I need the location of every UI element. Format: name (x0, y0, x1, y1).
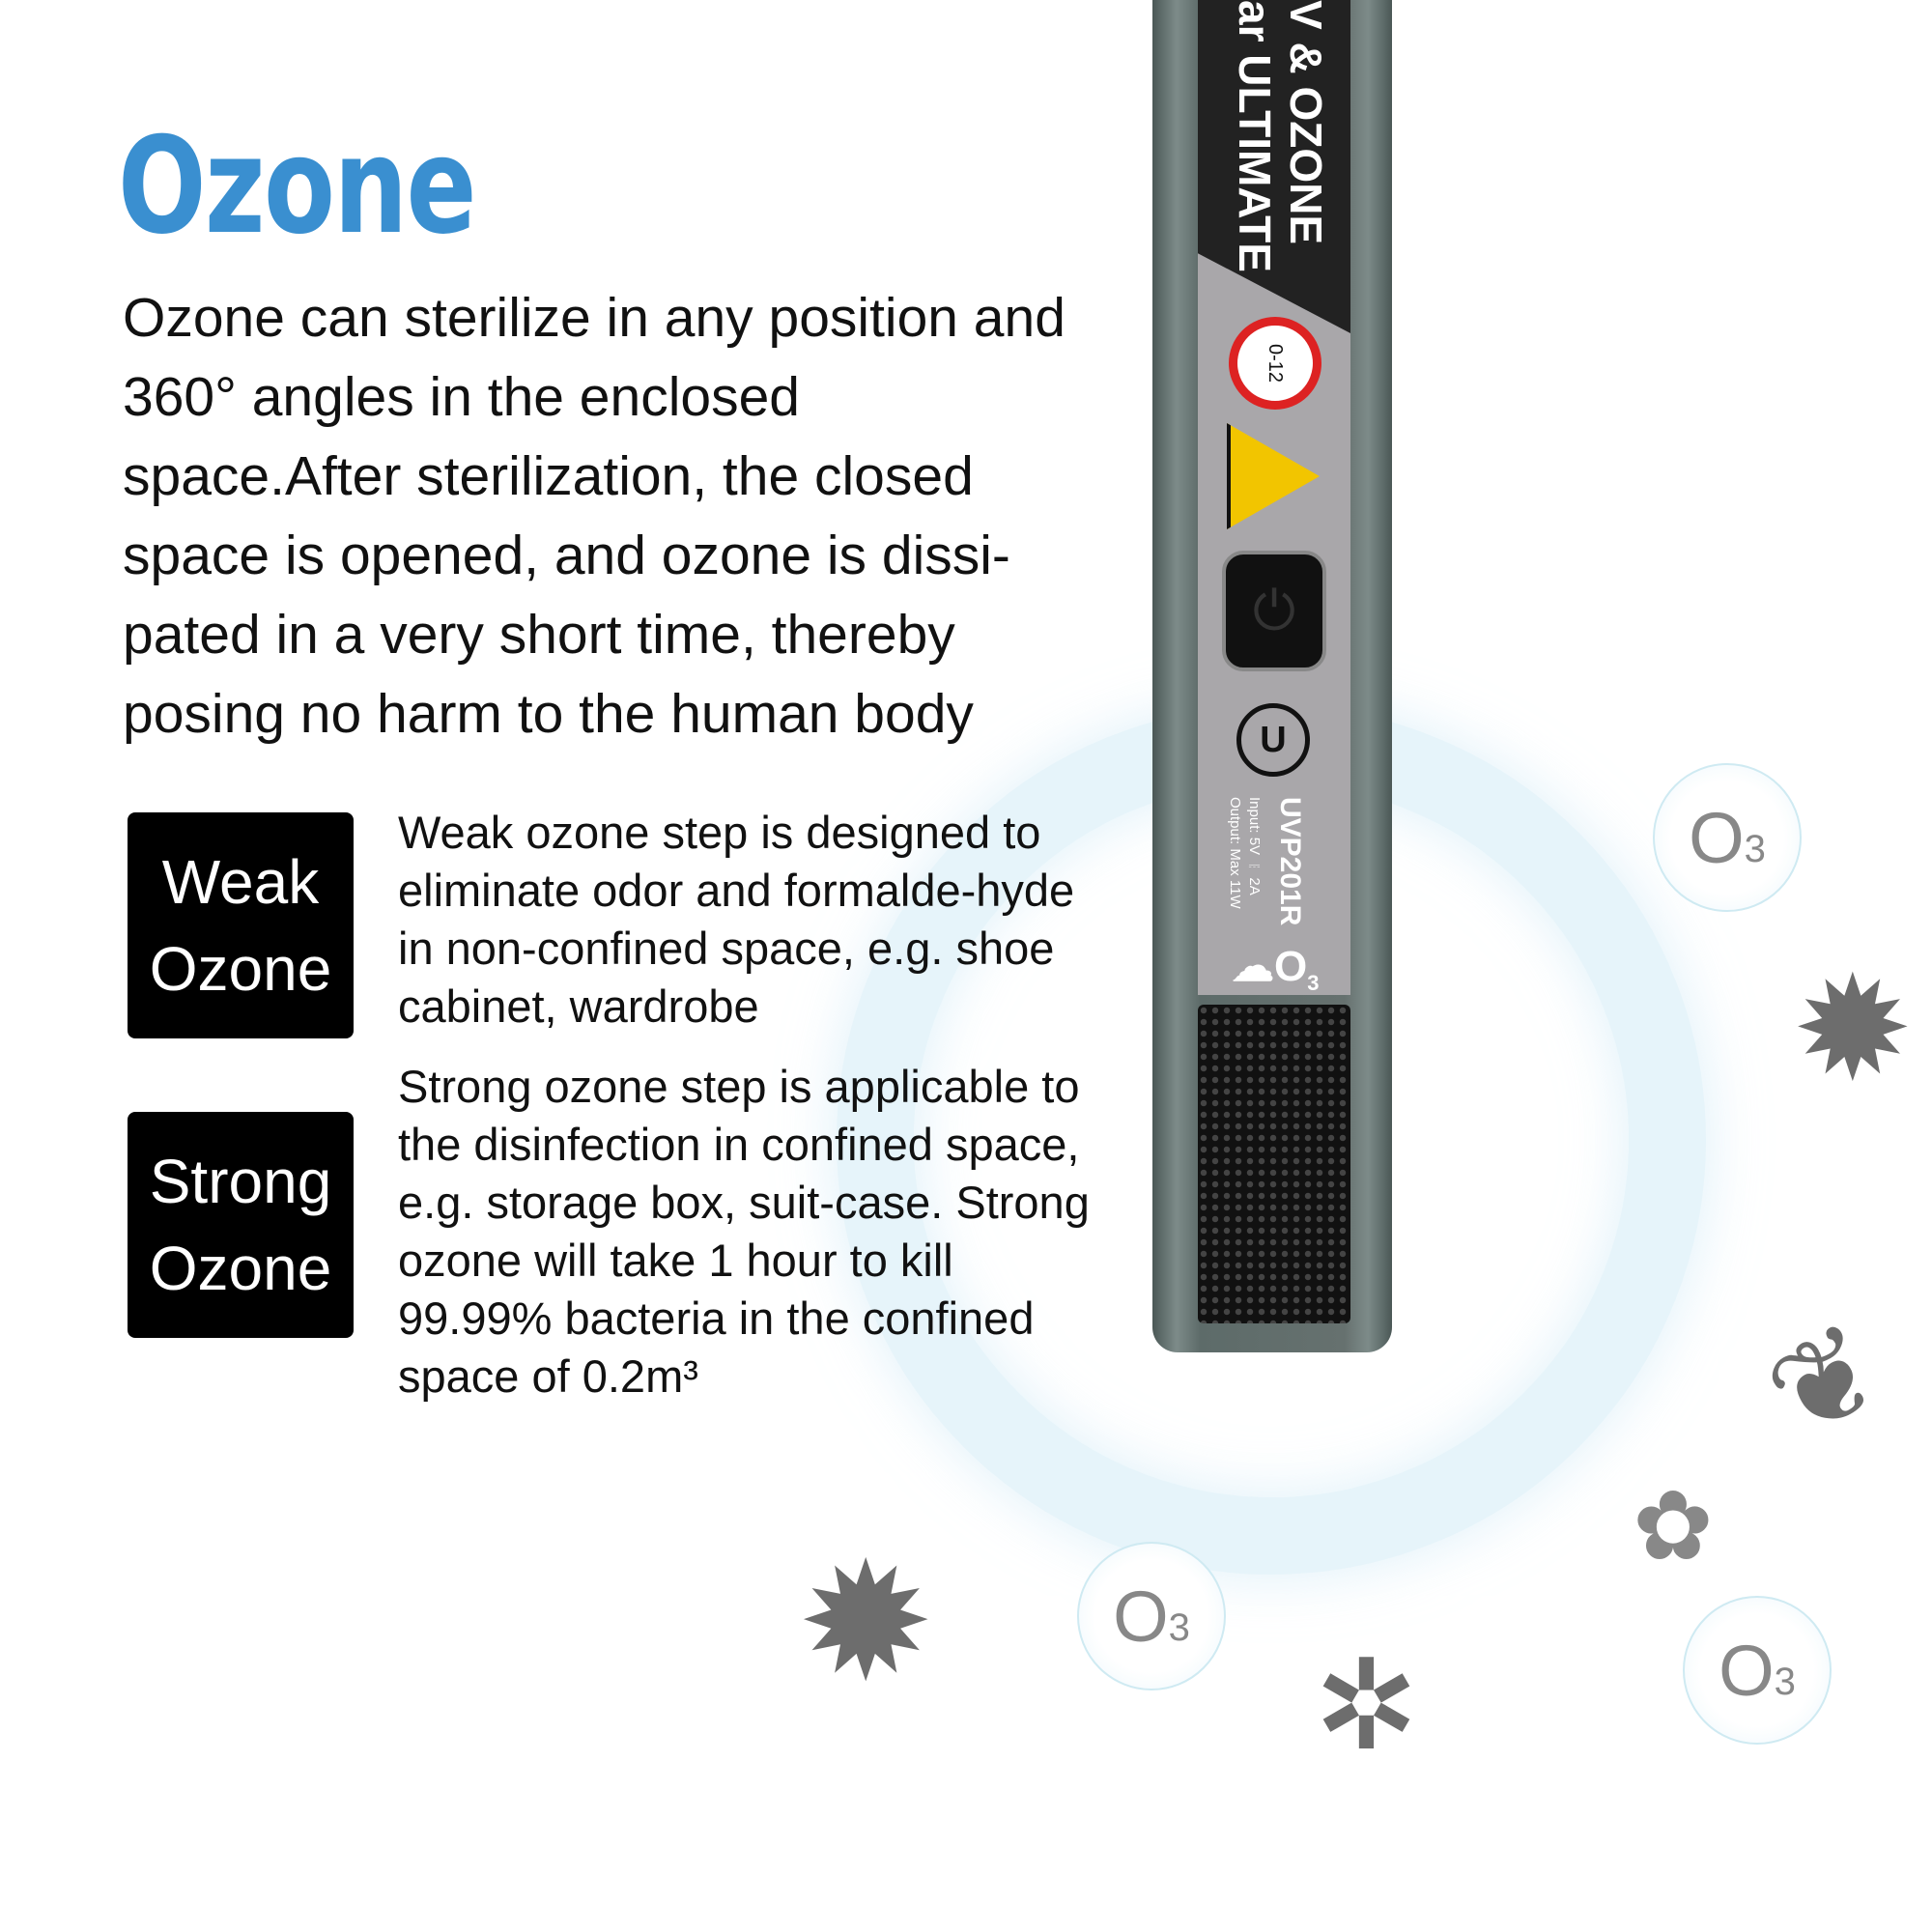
strong-ozone-description: Strong ozone step is applicable to the disinfection in confined space, e.g. storage box, suit-case. Strong ozone will take 1 hour to kill 99.99% bacteria in the confined space of 0.2m³ (398, 1061, 1090, 1402)
badge-line: Ozone (149, 934, 332, 1004)
o3-bubble (1683, 1596, 1832, 1745)
device-brand-line1: V & OZONE (1281, 0, 1331, 245)
page-title: Ozone (118, 108, 475, 264)
virus-icon: ✹ (1792, 948, 1914, 1110)
o3-text: O (1113, 1576, 1169, 1657)
strong-ozone-badge (128, 1112, 354, 1338)
no-children-warning-icon (1229, 317, 1321, 410)
device-input: Input: 5V ⎓ 2A (1246, 797, 1263, 895)
device-o3-logo: $☁O_3$ (1232, 943, 1320, 995)
badge-line: Ozone (149, 1234, 332, 1303)
intro-text: Ozone can sterilize in any position and 360° angles in the enclosed space.After sterilization, the closed space is opened, and ozone is dissi-pated in a very short time, thereby posing no harm to the human body (123, 287, 1065, 745)
device-output: Output: Max 11W (1227, 797, 1243, 909)
badge-line: Weak (161, 847, 320, 917)
power-icon: ⏻ (1252, 580, 1296, 640)
o3-logo-sub: 3 (1307, 970, 1320, 995)
o3-sub: 3 (1744, 827, 1766, 870)
o3-text: O (1689, 797, 1745, 878)
bacteria-icon: ❦ (1744, 1293, 1907, 1469)
device-brand-line2: ar ULTIMATE (1230, 0, 1280, 272)
o3-sub: 3 (1774, 1660, 1796, 1703)
microbe-icon: ✿ (1633, 1472, 1714, 1580)
weak-ozone-description: Weak ozone step is designed to eliminate odor and formalde-hyde in non-confined space, e.g. shoe cabinet, wardrobe (398, 807, 1075, 1032)
o3-bubble (1077, 1542, 1226, 1690)
age-warning-text: 0-12 (1264, 343, 1287, 384)
weak-ozone-badge (128, 812, 354, 1038)
virus-icon: ✹ (797, 1531, 935, 1715)
o3-logo-text: O (1274, 943, 1308, 990)
device-grill (1198, 1005, 1350, 1323)
o3-text: O (1719, 1630, 1775, 1711)
o3-sub: 3 (1168, 1605, 1190, 1649)
power-button[interactable] (1222, 551, 1326, 671)
device-model: UVP201R (1274, 797, 1306, 926)
magnet-icon: U (1236, 703, 1310, 777)
badge-line: Strong (149, 1147, 332, 1216)
o3-bubble (1653, 763, 1802, 912)
bacteria-bug-icon: ✲ (1314, 1634, 1419, 1776)
